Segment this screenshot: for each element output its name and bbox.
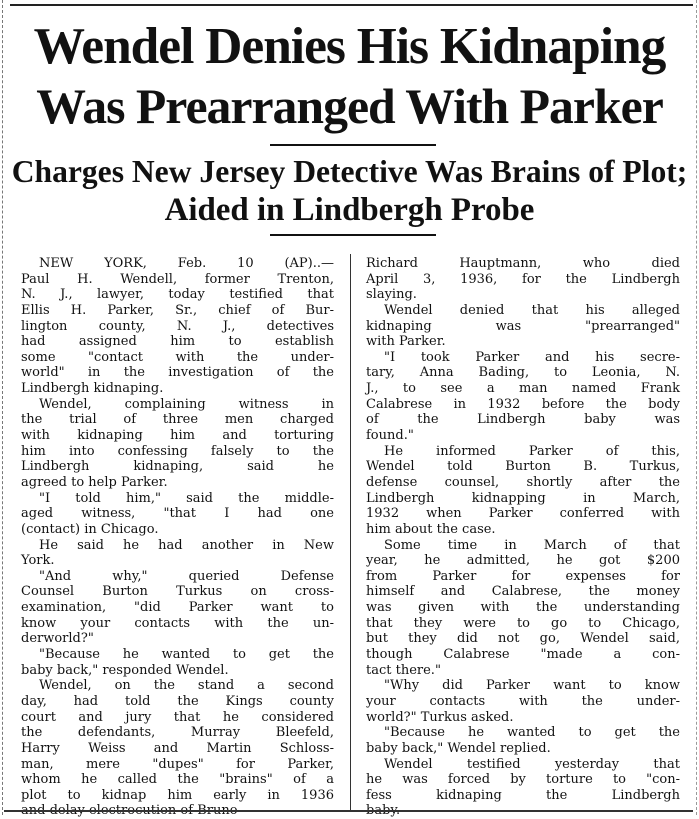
text-line: lington county, N. J., detectives [21, 319, 334, 335]
text-line: aged witness, "that I had one [21, 506, 334, 522]
text-line: was given with the understanding [366, 600, 680, 616]
article-column-right [366, 256, 680, 819]
article-paragraph [21, 569, 334, 647]
text-line: York. [21, 553, 334, 569]
text-line: whom he called the "brains" of a [21, 772, 334, 788]
article-paragraph [366, 303, 680, 350]
text-line: agreed to help Parker. [21, 475, 334, 491]
text-line: Lindbergh kidnapping in March, [366, 491, 680, 507]
text-line: know your contacts with the un- [21, 616, 334, 632]
article-paragraph [21, 397, 334, 491]
text-line: defense counsel, shortly after the [366, 475, 680, 491]
text-line: Ellis H. Parker, Sr., chief of Bur- [21, 303, 334, 319]
headline-text: Was Prearranged With Parker [36, 72, 663, 142]
text-line: derworld?" [21, 631, 334, 647]
text-line: He informed Parker of this, [366, 444, 680, 460]
text-line: "Because he wanted to get the [366, 725, 680, 741]
article-paragraph [366, 678, 680, 725]
text-line: N. J., lawyer, today testified that [21, 287, 334, 303]
headline-rule [270, 144, 436, 146]
text-line: "Because he wanted to get the [21, 647, 334, 663]
article-paragraph [366, 538, 680, 679]
text-line: the trial of three men charged [21, 412, 334, 428]
text-line: of the Lindbergh baby was [366, 412, 680, 428]
text-line: tact there." [366, 663, 680, 679]
text-line: Wendel testified yesterday that [366, 757, 680, 773]
text-line: April 3, 1936, for the Lindbergh [366, 272, 680, 288]
text-line: tary, Anna Bading, to Leonia, N. [366, 365, 680, 381]
article-column-left [21, 256, 334, 819]
text-line: world?" Turkus asked. [366, 710, 680, 726]
text-line: found." [366, 428, 680, 444]
text-line: from Parker for expenses for [366, 569, 680, 585]
text-line: day, had told the Kings county [21, 694, 334, 710]
text-line: world" in the investigation of the [21, 365, 334, 381]
subhead-line-2 [0, 193, 699, 227]
text-line: Counsel Burton Turkus on cross- [21, 584, 334, 600]
text-line: "Why did Parker want to know [366, 678, 680, 694]
text-line: some "contact with the under- [21, 350, 334, 366]
text-line: Wendel denied that his alleged [366, 303, 680, 319]
text-line: the defendants, Murray Bleefeld, [21, 725, 334, 741]
article-paragraph [21, 538, 334, 569]
text-line: Richard Hauptmann, who died [366, 256, 680, 272]
text-line: baby back," responded Wendel. [21, 663, 334, 679]
text-line: fess kidnaping the Lindbergh [366, 788, 680, 804]
subhead-text: Charges New Jersey Detective Was Brains of Plot; [12, 155, 688, 189]
top-rule [10, 4, 693, 6]
text-line: him into confessing falsely to the [21, 444, 334, 460]
article-paragraph [366, 725, 680, 756]
text-line: Lindbergh kidnaping, said he [21, 459, 334, 475]
headline-line-2 [0, 72, 699, 142]
text-line: J., to see a man named Frank [366, 381, 680, 397]
text-line: Wendel, complaining witness in [21, 397, 334, 413]
headline-text: Wendel Denies His Kidnaping [34, 12, 666, 82]
article-paragraph [366, 256, 680, 303]
text-line: himself and Calabrese, the money [366, 584, 680, 600]
text-line: court and jury that he considered [21, 710, 334, 726]
text-line: he was forced by torture to "con- [366, 772, 680, 788]
text-line: NEW YORK, Feb. 10 (AP)..— [21, 256, 334, 272]
text-line: Wendel, on the stand a second [21, 678, 334, 694]
text-line: plot to kidnap him early in 1936 [21, 788, 334, 804]
text-line: "I told him," said the middle- [21, 491, 334, 507]
text-line: Wendel told Burton B. Turkus, [366, 459, 680, 475]
article-paragraph [21, 647, 334, 678]
article-paragraph [21, 678, 334, 819]
article-paragraph [366, 444, 680, 538]
text-line: kidnaping was "prearranged" [366, 319, 680, 335]
text-line: Paul H. Wendell, former Trenton, [21, 272, 334, 288]
text-line: that they were to go to Chicago, [366, 616, 680, 632]
text-line: year, he admitted, he got $200 [366, 553, 680, 569]
column-divider [350, 254, 351, 810]
text-line: slaying. [366, 287, 680, 303]
text-line: though Calabrese "made a con- [366, 647, 680, 663]
text-line: man, mere "dupes" for Parker, [21, 757, 334, 773]
text-line: had assigned him to establish [21, 334, 334, 350]
text-line: examination, "did Parker want to [21, 600, 334, 616]
bottom-rule [4, 810, 693, 812]
text-line: He said he had another in New [21, 538, 334, 554]
text-line: 1932 when Parker conferred with [366, 506, 680, 522]
text-line: Calabrese in 1932 before the body [366, 397, 680, 413]
text-line: Some time in March of that [366, 538, 680, 554]
subhead-text: Aided in Lindbergh Probe [165, 193, 535, 227]
article-paragraph [21, 256, 334, 397]
subhead-rule [270, 234, 436, 236]
text-line: baby back," Wendel replied. [366, 741, 680, 757]
text-line: Lindbergh kidnaping. [21, 381, 334, 397]
subhead-line-1 [0, 155, 699, 189]
text-line: but they did not go, Wendel said, [366, 631, 680, 647]
text-line: him about the case. [366, 522, 680, 538]
article-paragraph [366, 350, 680, 444]
text-line: with Parker. [366, 334, 680, 350]
text-line: "And why," queried Defense [21, 569, 334, 585]
text-line: Harry Weiss and Martin Schloss- [21, 741, 334, 757]
text-line: with kidnaping him and torturing [21, 428, 334, 444]
text-line: your contacts with the under- [366, 694, 680, 710]
article-paragraph [21, 491, 334, 538]
text-line: "I took Parker and his secre- [366, 350, 680, 366]
text-line: (contact) in Chicago. [21, 522, 334, 538]
